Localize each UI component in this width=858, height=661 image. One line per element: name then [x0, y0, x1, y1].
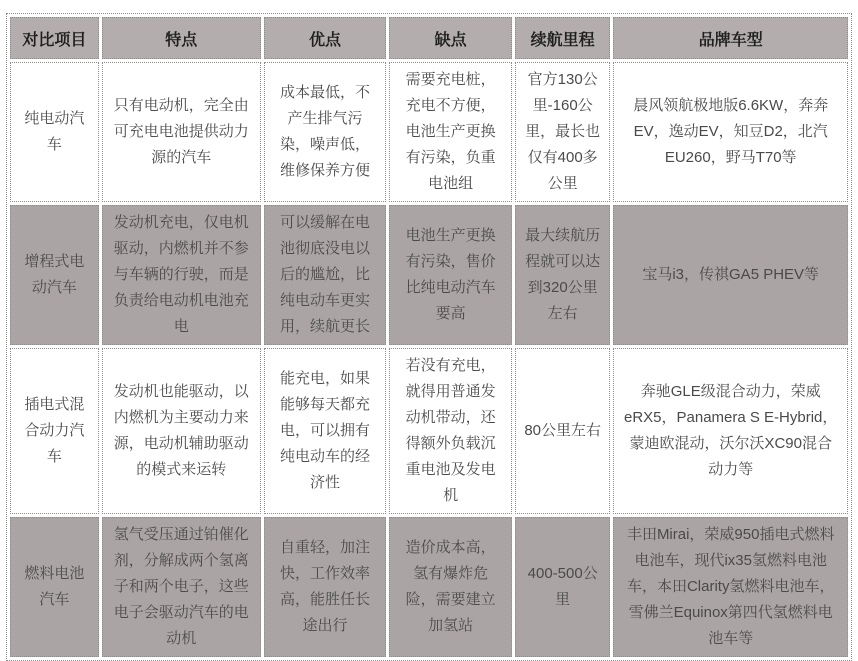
- column-header-advantages: 优点: [264, 17, 387, 59]
- cell-advantages: 可以缓解在电池彻底没电以后的尴尬，比纯电动车更实用，续航更长: [264, 205, 387, 345]
- column-header-brands: 品牌车型: [613, 17, 848, 59]
- column-header-range: 续航里程: [515, 17, 610, 59]
- table-row-extended-range-ev: [10, 205, 848, 345]
- cell-advantages: 成本最低，不产生排气污染，噪声低，维修保养方便: [264, 62, 387, 202]
- column-header-item: 对比项目: [10, 17, 99, 59]
- table-header-row: [10, 17, 848, 59]
- cell-disadvantages: 若没有充电，就得用普通发动机带动，还得额外负载沉重电池及发电机: [389, 348, 512, 514]
- row-header-pure-ev: 纯电动汽车: [10, 62, 99, 202]
- column-header-features: 特点: [102, 17, 261, 59]
- cell-features: 氢气受压通过铂催化剂，分解成两个氢离子和两个电子，这些电子会驱动汽车的电动机: [102, 517, 261, 657]
- cell-range: 400-500公里: [515, 517, 610, 657]
- cell-features: 发动机也能驱动，以内燃机为主要动力来源，电动机辅助驱动的模式来运转: [102, 348, 261, 514]
- cell-range: 官方130公里-160公里，最长也仅有400多公里: [515, 62, 610, 202]
- cell-advantages: 自重轻，加注快，工作效率高，能胜任长途出行: [264, 517, 387, 657]
- cell-brands: 丰田Mirai，荣威950插电式燃料电池车，现代ix35氢燃料电池车，本田Clarity氢燃料电池车，雪佛兰Equinox第四代氢燃料电池车等: [613, 517, 848, 657]
- cell-disadvantages: 需要充电桩，充电不方便，电池生产更换有污染，负重电池组: [389, 62, 512, 202]
- cell-features: 只有电动机，完全由可充电电池提供动力源的汽车: [102, 62, 261, 202]
- cell-range: 最大续航历程就可以达到320公里左右: [515, 205, 610, 345]
- row-header-extended-range-ev: 增程式电动汽车: [10, 205, 99, 345]
- row-header-fuel-cell: 燃料电池汽车: [10, 517, 99, 657]
- cell-brands: 奔驰GLE级混合动力，荣威eRX5，Panamera S E-Hybrid，蒙迪欧混动，沃尔沃XC90混合动力等: [613, 348, 848, 514]
- table-row-plugin-hybrid: [10, 348, 848, 514]
- cell-disadvantages: 造价成本高，氢有爆炸危险，需要建立加氢站: [389, 517, 512, 657]
- table-row-fuel-cell: [10, 517, 848, 657]
- header-row: [10, 17, 848, 59]
- row-header-plugin-hybrid: 插电式混合动力汽车: [10, 348, 99, 514]
- cell-range: 80公里左右: [515, 348, 610, 514]
- cell-brands: 晨风领航极地版6.6KW，奔奔EV，逸动EV，知豆D2，北汽EU260，野马T70等: [613, 62, 848, 202]
- cell-advantages: 能充电，如果能够每天都充电，可以拥有纯电动车的经济性: [264, 348, 387, 514]
- cell-brands: 宝马i3，传祺GA5 PHEV等: [613, 205, 848, 345]
- ev-comparison-table: [6, 13, 852, 661]
- cell-features: 发动机充电，仅电机驱动，内燃机并不参与车辆的行驶，而是负责给电动机电池充电: [102, 205, 261, 345]
- table-row-pure-ev: [10, 62, 848, 202]
- cell-disadvantages: 电池生产更换有污染，售价比纯电动汽车要高: [389, 205, 512, 345]
- column-header-disadvantages: 缺点: [389, 17, 512, 59]
